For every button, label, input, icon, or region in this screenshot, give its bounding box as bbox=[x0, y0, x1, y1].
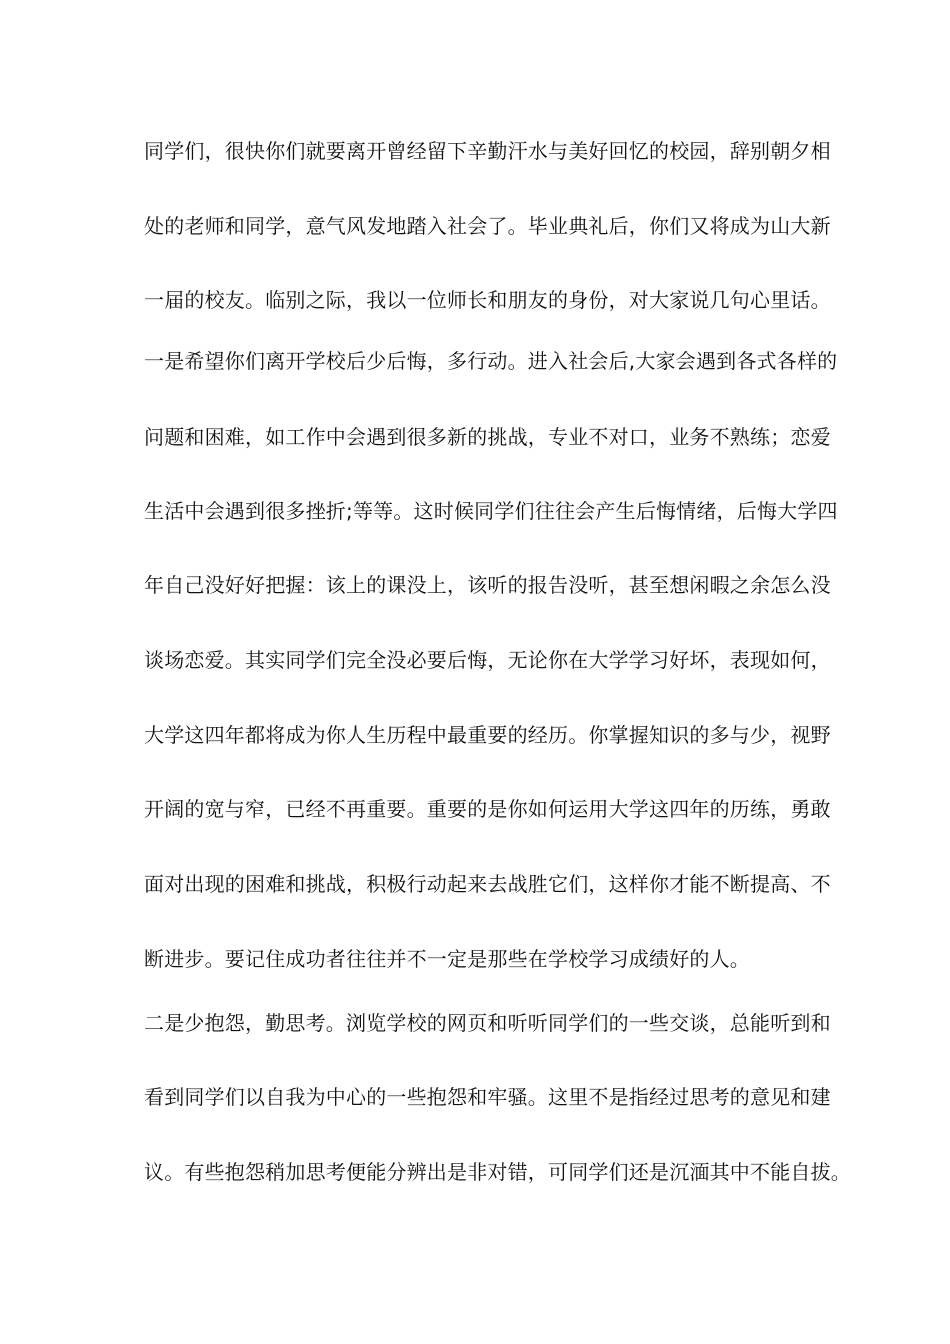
text-line: 生活中会遇到很多挫折;等等。这时候同学们往往会产生后悔情绪，后悔大学四 bbox=[144, 499, 838, 523]
text-line: 断进步。要记住成功者往往并不一定是那些在学校学习成绩好的人。 bbox=[144, 947, 750, 971]
text-line: 处的老师和同学，意气风发地踏入社会了。毕业典礼后，你们又将成为山大新 bbox=[144, 214, 831, 238]
text-line: 二是少抱怨，勤思考。浏览学校的网页和听听同学们的一些交谈，总能听到和 bbox=[144, 1011, 831, 1035]
text-line: 问题和困难，如工作中会遇到很多新的挑战，专业不对口，业务不熟练；恋爱 bbox=[144, 425, 831, 449]
text-line: 一是希望你们离开学校后少后悔，多行动。进入社会后,大家会遇到各式各样的 bbox=[144, 349, 838, 373]
text-line: 议。有些抱怨稍加思考便能分辨出是非对错，可同学们还是沉湎其中不能自拔。 bbox=[144, 1160, 851, 1184]
text-line: 一届的校友。临别之际，我以一位师长和朋友的身份，对大家说几句心里话。 bbox=[144, 288, 831, 312]
text-line: 看到同学们以自我为中心的一些抱怨和牢骚。这里不是指经过思考的意见和建 bbox=[144, 1085, 831, 1109]
text-line: 年自己没好好把握：该上的课没上，该听的报告没听，甚至想闲暇之余怎么没 bbox=[144, 573, 831, 597]
text-line: 大学这四年都将成为你人生历程中最重要的经历。你掌握知识的多与少，视野 bbox=[144, 723, 831, 747]
text-line: 同学们，很快你们就要离开曾经留下辛勤汗水与美好回忆的校园，辞别朝夕相 bbox=[144, 139, 831, 163]
text-line: 开阔的宽与窄，已经不再重要。重要的是你如何运用大学这四年的历练，勇敢 bbox=[144, 797, 831, 821]
text-line: 谈场恋爱。其实同学们完全没必要后悔，无论你在大学学习好坏，表现如何， bbox=[144, 648, 831, 672]
text-line: 面对出现的困难和挑战，积极行动起来去战胜它们，这样你才能不断提高、不 bbox=[144, 872, 831, 896]
